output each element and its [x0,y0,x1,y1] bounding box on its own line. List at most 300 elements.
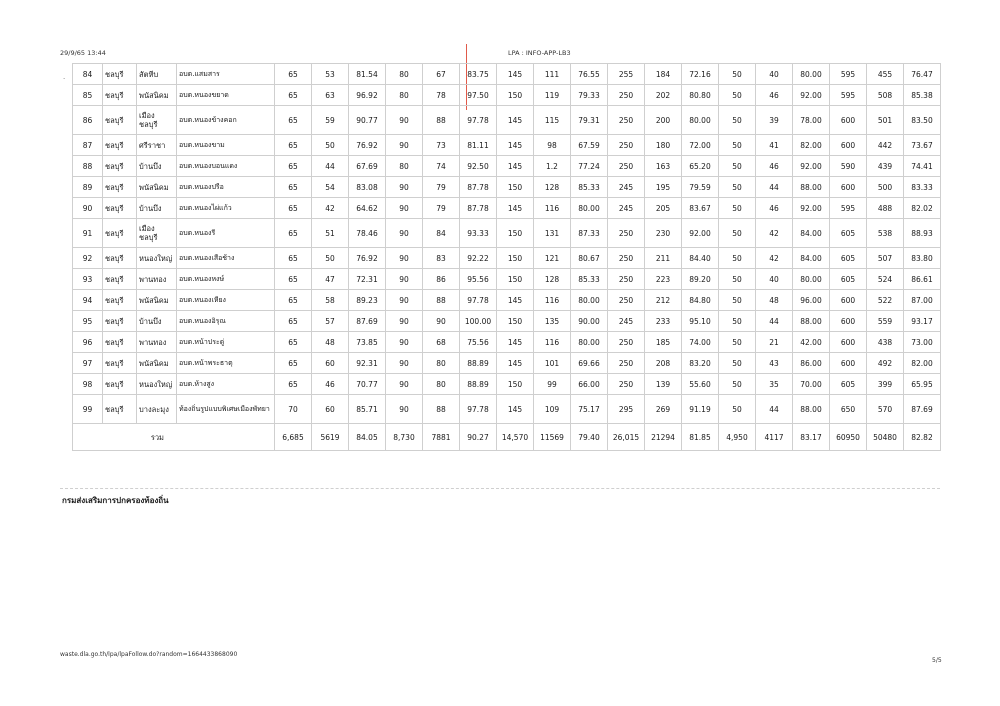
value-cell-c1: 65 [275,332,312,353]
value-cell-c4: 90 [386,311,423,332]
province-cell: ชลบุรี [103,198,137,219]
value-cell-c7: 145 [497,290,534,311]
value-cell-c9: 79.33 [571,85,608,106]
value-cell-c12: 79.59 [682,177,719,198]
district-cell: ศรีราชา [137,135,177,156]
value-cell-c3: 73.85 [349,332,386,353]
value-cell-c2: 53 [312,64,349,85]
value-cell-c11: 184 [645,64,682,85]
value-cell-c3: 78.46 [349,219,386,248]
value-cell-c11: 233 [645,311,682,332]
value-cell-c6: 88.89 [460,353,497,374]
value-cell-c18: 73.67 [904,135,941,156]
value-cell-c5: 79 [423,177,460,198]
print-datetime: 29/9/65 13:44 [60,49,106,57]
value-cell-c1: 65 [275,177,312,198]
province-cell: ชลบุรี [103,332,137,353]
page-number: 5/5 [932,657,942,664]
value-cell-c6: 97.50 [460,85,497,106]
value-cell-c8: 101 [534,353,571,374]
value-cell-c18: 88.93 [904,219,941,248]
value-cell-c13: 50 [719,248,756,269]
total-cell-c16: 60950 [830,424,867,451]
value-cell-c7: 150 [497,85,534,106]
total-label: รวม [73,424,275,451]
value-cell-c4: 80 [386,85,423,106]
value-cell-c17: 501 [867,106,904,135]
value-cell-c15: 88.00 [793,395,830,424]
report-code: LPA : INFO-APP-LB3 [508,49,571,57]
value-cell-c11: 200 [645,106,682,135]
value-cell-c12: 84.80 [682,290,719,311]
department-name: กรมส่งเสริมการปกครองท้องถิ่น [62,496,169,505]
value-cell-c15: 80.00 [793,269,830,290]
value-cell-c9: 90.00 [571,311,608,332]
value-cell-c8: 135 [534,311,571,332]
organization-cell: อบต.หนองปรือ [177,177,275,198]
value-cell-c7: 145 [497,198,534,219]
value-cell-c9: 77.24 [571,156,608,177]
value-cell-c4: 90 [386,353,423,374]
value-cell-c9: 76.55 [571,64,608,85]
value-cell-c9: 80.00 [571,290,608,311]
value-cell-c9: 87.33 [571,219,608,248]
value-cell-c14: 44 [756,311,793,332]
value-cell-c18: 87.00 [904,290,941,311]
table-row [73,156,941,177]
value-cell-c1: 65 [275,198,312,219]
row-number-cell: 98 [73,374,103,395]
table-row [73,353,941,374]
value-cell-c17: 507 [867,248,904,269]
value-cell-c6: 93.33 [460,219,497,248]
value-cell-c5: 74 [423,156,460,177]
total-cell-c18: 82.82 [904,424,941,451]
value-cell-c6: 88.89 [460,374,497,395]
district-cell: บ้านบึง [137,311,177,332]
value-cell-c16: 600 [830,353,867,374]
value-cell-c7: 145 [497,156,534,177]
value-cell-c1: 65 [275,106,312,135]
organization-cell: อบต.แสมสาร [177,64,275,85]
value-cell-c7: 150 [497,269,534,290]
table-row [73,269,941,290]
district-cell: พนัสนิคม [137,85,177,106]
value-cell-c14: 48 [756,290,793,311]
organization-cell: อบต.หนองรี [177,219,275,248]
district-cell: หนองใหญ่ [137,248,177,269]
value-cell-c2: 50 [312,248,349,269]
value-cell-c3: 72.31 [349,269,386,290]
value-cell-c5: 78 [423,85,460,106]
value-cell-c15: 92.00 [793,198,830,219]
value-cell-c16: 650 [830,395,867,424]
value-cell-c11: 223 [645,269,682,290]
value-cell-c2: 46 [312,374,349,395]
value-cell-c12: 74.00 [682,332,719,353]
value-cell-c12: 80.80 [682,85,719,106]
value-cell-c2: 48 [312,332,349,353]
value-cell-c18: 82.02 [904,198,941,219]
value-cell-c8: 119 [534,85,571,106]
value-cell-c13: 50 [719,219,756,248]
value-cell-c10: 245 [608,311,645,332]
value-cell-c17: 570 [867,395,904,424]
value-cell-c18: 74.41 [904,156,941,177]
value-cell-c5: 80 [423,374,460,395]
value-cell-c16: 595 [830,198,867,219]
total-cell-c14: 4117 [756,424,793,451]
value-cell-c12: 83.20 [682,353,719,374]
value-cell-c8: 128 [534,177,571,198]
value-cell-c15: 96.00 [793,290,830,311]
total-cell-c6: 90.27 [460,424,497,451]
value-cell-c5: 90 [423,311,460,332]
organization-cell: อบต.หนองข้างคอก [177,106,275,135]
value-cell-c15: 70.00 [793,374,830,395]
value-cell-c16: 600 [830,311,867,332]
value-cell-c13: 50 [719,395,756,424]
value-cell-c7: 145 [497,64,534,85]
value-cell-c10: 250 [608,332,645,353]
value-cell-c9: 80.00 [571,198,608,219]
value-cell-c16: 600 [830,135,867,156]
value-cell-c1: 65 [275,85,312,106]
value-cell-c1: 65 [275,156,312,177]
value-cell-c8: 99 [534,374,571,395]
value-cell-c6: 81.11 [460,135,497,156]
value-cell-c12: 83.67 [682,198,719,219]
value-cell-c9: 67.59 [571,135,608,156]
value-cell-c4: 90 [386,374,423,395]
value-cell-c14: 21 [756,332,793,353]
total-cell-c9: 79.40 [571,424,608,451]
value-cell-c9: 80.00 [571,332,608,353]
value-cell-c2: 59 [312,106,349,135]
value-cell-c1: 65 [275,290,312,311]
value-cell-c2: 57 [312,311,349,332]
value-cell-c11: 230 [645,219,682,248]
value-cell-c8: 121 [534,248,571,269]
value-cell-c1: 65 [275,64,312,85]
assessment-table [72,63,941,451]
value-cell-c1: 65 [275,135,312,156]
value-cell-c18: 83.33 [904,177,941,198]
value-cell-c2: 44 [312,156,349,177]
district-cell: พนัสนิคม [137,177,177,198]
value-cell-c6: 97.78 [460,395,497,424]
value-cell-c11: 163 [645,156,682,177]
value-cell-c3: 96.92 [349,85,386,106]
value-cell-c1: 65 [275,353,312,374]
value-cell-c17: 442 [867,135,904,156]
value-cell-c15: 42.00 [793,332,830,353]
row-number-cell: 94 [73,290,103,311]
value-cell-c7: 150 [497,374,534,395]
value-cell-c5: 86 [423,269,460,290]
value-cell-c14: 46 [756,198,793,219]
value-cell-c7: 150 [497,311,534,332]
table-row [73,290,941,311]
value-cell-c10: 250 [608,290,645,311]
district-cell: เมือง ชลบุรี [137,106,177,135]
value-cell-c12: 72.16 [682,64,719,85]
value-cell-c7: 145 [497,332,534,353]
total-cell-c10: 26,015 [608,424,645,451]
value-cell-c7: 145 [497,353,534,374]
value-cell-c10: 250 [608,248,645,269]
value-cell-c14: 39 [756,106,793,135]
value-cell-c12: 84.40 [682,248,719,269]
province-cell: ชลบุรี [103,353,137,374]
row-number-cell: 99 [73,395,103,424]
value-cell-c3: 83.08 [349,177,386,198]
value-cell-c11: 208 [645,353,682,374]
value-cell-c10: 250 [608,156,645,177]
value-cell-c3: 89.23 [349,290,386,311]
table-row [73,177,941,198]
page-url: waste.dla.go.th/lpa/lpaFollow.do?random=1664433868090 [60,651,238,658]
value-cell-c13: 50 [719,290,756,311]
value-cell-c7: 145 [497,395,534,424]
value-cell-c2: 58 [312,290,349,311]
value-cell-c7: 150 [497,248,534,269]
value-cell-c5: 83 [423,248,460,269]
table-row [73,395,941,424]
province-cell: ชลบุรี [103,395,137,424]
value-cell-c11: 212 [645,290,682,311]
value-cell-c4: 80 [386,156,423,177]
value-cell-c14: 41 [756,135,793,156]
value-cell-c12: 65.20 [682,156,719,177]
province-cell: ชลบุรี [103,311,137,332]
province-cell: ชลบุรี [103,106,137,135]
value-cell-c8: 98 [534,135,571,156]
value-cell-c15: 80.00 [793,64,830,85]
value-cell-c11: 205 [645,198,682,219]
row-number-cell: 93 [73,269,103,290]
row-number-cell: 89 [73,177,103,198]
value-cell-c16: 605 [830,248,867,269]
organization-cell: อบต.หนองอิรุณ [177,311,275,332]
value-cell-c5: 67 [423,64,460,85]
value-cell-c13: 50 [719,332,756,353]
row-number-cell: 96 [73,332,103,353]
value-cell-c18: 82.00 [904,353,941,374]
value-cell-c18: 86.61 [904,269,941,290]
value-cell-c15: 84.00 [793,219,830,248]
value-cell-c9: 85.33 [571,269,608,290]
district-cell: สัตหีบ [137,64,177,85]
organization-cell: อบต.หน้าพระธาตุ [177,353,275,374]
province-cell: ชลบุรี [103,290,137,311]
value-cell-c6: 87.78 [460,177,497,198]
organization-cell: อบต.หน้าประดู่ [177,332,275,353]
margin-tick-mark: · [63,75,66,83]
value-cell-c15: 92.00 [793,156,830,177]
value-cell-c8: 115 [534,106,571,135]
value-cell-c7: 150 [497,177,534,198]
organization-cell: อบต.หนองเสือช้าง [177,248,275,269]
value-cell-c10: 250 [608,374,645,395]
district-cell: พานทอง [137,332,177,353]
value-cell-c8: 116 [534,290,571,311]
value-cell-c17: 538 [867,219,904,248]
province-cell: ชลบุรี [103,269,137,290]
value-cell-c17: 439 [867,156,904,177]
value-cell-c12: 89.20 [682,269,719,290]
value-cell-c5: 88 [423,395,460,424]
value-cell-c10: 255 [608,64,645,85]
value-cell-c10: 250 [608,135,645,156]
value-cell-c13: 50 [719,177,756,198]
value-cell-c6: 75.56 [460,332,497,353]
value-cell-c15: 78.00 [793,106,830,135]
value-cell-c4: 80 [386,64,423,85]
value-cell-c18: 85.38 [904,85,941,106]
total-cell-c4: 8,730 [386,424,423,451]
value-cell-c8: 116 [534,332,571,353]
value-cell-c2: 50 [312,135,349,156]
value-cell-c17: 399 [867,374,904,395]
value-cell-c13: 50 [719,64,756,85]
value-cell-c14: 46 [756,156,793,177]
value-cell-c13: 50 [719,198,756,219]
row-number-cell: 90 [73,198,103,219]
value-cell-c16: 600 [830,106,867,135]
value-cell-c10: 250 [608,353,645,374]
value-cell-c11: 139 [645,374,682,395]
value-cell-c13: 50 [719,374,756,395]
district-cell: บ้านบึง [137,156,177,177]
value-cell-c6: 92.50 [460,156,497,177]
row-number-cell: 87 [73,135,103,156]
value-cell-c7: 145 [497,106,534,135]
value-cell-c16: 590 [830,156,867,177]
total-cell-c2: 5619 [312,424,349,451]
district-cell: บางละมุง [137,395,177,424]
value-cell-c16: 600 [830,290,867,311]
value-cell-c11: 195 [645,177,682,198]
table-row [73,248,941,269]
value-cell-c13: 50 [719,311,756,332]
value-cell-c10: 295 [608,395,645,424]
row-number-cell: 86 [73,106,103,135]
table-row [73,219,941,248]
value-cell-c17: 524 [867,269,904,290]
value-cell-c3: 70.77 [349,374,386,395]
value-cell-c6: 95.56 [460,269,497,290]
value-cell-c12: 80.00 [682,106,719,135]
value-cell-c3: 92.31 [349,353,386,374]
value-cell-c13: 50 [719,135,756,156]
total-cell-c15: 83.17 [793,424,830,451]
value-cell-c15: 86.00 [793,353,830,374]
row-number-cell: 88 [73,156,103,177]
district-cell: เมือง ชลบุรี [137,219,177,248]
value-cell-c12: 91.19 [682,395,719,424]
value-cell-c1: 65 [275,219,312,248]
table-row [73,135,941,156]
value-cell-c3: 67.69 [349,156,386,177]
organization-cell: อบต.หนองไผ่แก้ว [177,198,275,219]
province-cell: ชลบุรี [103,219,137,248]
value-cell-c9: 75.17 [571,395,608,424]
value-cell-c15: 82.00 [793,135,830,156]
value-cell-c8: 109 [534,395,571,424]
table-row [73,311,941,332]
total-cell-c3: 84.05 [349,424,386,451]
value-cell-c5: 88 [423,106,460,135]
value-cell-c14: 44 [756,395,793,424]
value-cell-c15: 88.00 [793,311,830,332]
province-cell: ชลบุรี [103,85,137,106]
value-cell-c16: 605 [830,219,867,248]
value-cell-c9: 80.67 [571,248,608,269]
value-cell-c12: 72.00 [682,135,719,156]
value-cell-c5: 68 [423,332,460,353]
province-cell: ชลบุรี [103,156,137,177]
value-cell-c18: 87.69 [904,395,941,424]
value-cell-c11: 180 [645,135,682,156]
value-cell-c5: 79 [423,198,460,219]
organization-cell: อบต.หนองหงษ์ [177,269,275,290]
value-cell-c9: 85.33 [571,177,608,198]
value-cell-c17: 508 [867,85,904,106]
value-cell-c17: 438 [867,332,904,353]
value-cell-c17: 500 [867,177,904,198]
value-cell-c2: 51 [312,219,349,248]
value-cell-c18: 73.00 [904,332,941,353]
total-row [73,424,941,451]
total-cell-c8: 11569 [534,424,571,451]
value-cell-c17: 492 [867,353,904,374]
value-cell-c4: 90 [386,395,423,424]
value-cell-c12: 55.60 [682,374,719,395]
province-cell: ชลบุรี [103,64,137,85]
value-cell-c3: 76.92 [349,135,386,156]
value-cell-c17: 522 [867,290,904,311]
value-cell-c16: 605 [830,374,867,395]
value-cell-c9: 79.31 [571,106,608,135]
value-cell-c6: 83.75 [460,64,497,85]
value-cell-c14: 43 [756,353,793,374]
value-cell-c17: 559 [867,311,904,332]
value-cell-c8: 131 [534,219,571,248]
value-cell-c14: 40 [756,64,793,85]
value-cell-c10: 245 [608,177,645,198]
district-cell: พนัสนิคม [137,353,177,374]
row-number-cell: 85 [73,85,103,106]
value-cell-c5: 73 [423,135,460,156]
table-row [73,106,941,135]
value-cell-c1: 65 [275,269,312,290]
value-cell-c3: 76.92 [349,248,386,269]
province-cell: ชลบุรี [103,374,137,395]
value-cell-c18: 76.47 [904,64,941,85]
total-cell-c11: 21294 [645,424,682,451]
value-cell-c4: 90 [386,290,423,311]
value-cell-c2: 54 [312,177,349,198]
value-cell-c2: 42 [312,198,349,219]
value-cell-c6: 97.78 [460,290,497,311]
value-cell-c8: 116 [534,198,571,219]
value-cell-c13: 50 [719,85,756,106]
value-cell-c18: 83.50 [904,106,941,135]
value-cell-c13: 50 [719,353,756,374]
value-cell-c15: 88.00 [793,177,830,198]
value-cell-c4: 90 [386,198,423,219]
